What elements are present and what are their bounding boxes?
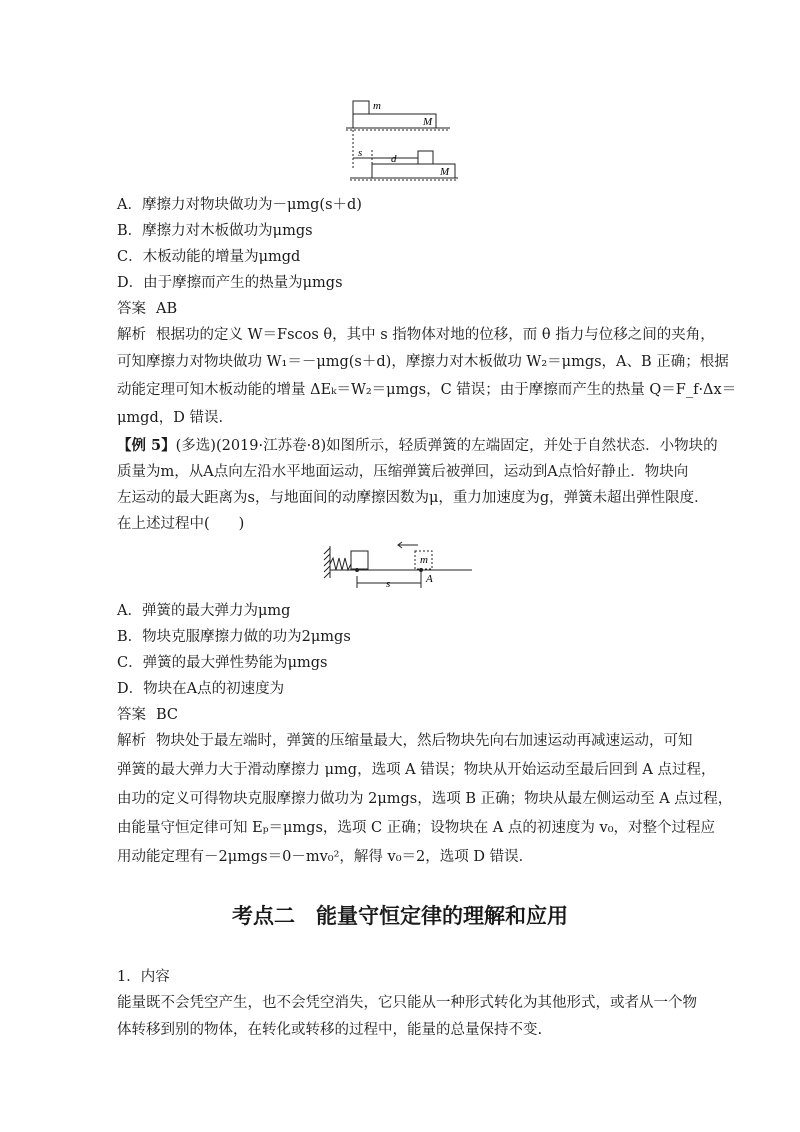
q1-option-b: B．摩擦力对木板做功为μmgs (117, 223, 313, 239)
q1-analysis-line-2: 可知摩擦力对物块做功 W₁＝－μmg(s＋d)，摩擦力对木板做功 W₂＝μmgs，A、B 正确；根据 (117, 354, 729, 370)
example5-line-4: 在上述过程中( ) (117, 516, 245, 532)
q1-answer: AB (156, 301, 178, 317)
label-s: s (386, 578, 391, 590)
q2-option-d: D．物块在A点的初速度为 (117, 681, 285, 697)
example5-line-2: 质量为m，从A点向左沿水平地面运动，压缩弹簧后被弹回，运动到A点恰好静止．物块向 (117, 464, 689, 480)
q2-analysis-line-2: 弹簧的最大弹力大于滑动摩擦力 μmg，选项 A 错误；物块从开始运动至最后回到 A 点过程， (117, 762, 716, 778)
point-a (419, 568, 423, 572)
label-m: m (420, 554, 428, 566)
q2-analysis-line-3: 由功的定义可得物块克服摩擦力做功为 2μmgs，选项 B 正确；物块从最左侧运动至 A 点过程， (117, 791, 733, 807)
analysis-key: 解析 (117, 327, 146, 343)
q2-answer-row (117, 705, 178, 725)
label-s: s (358, 147, 363, 159)
q1-analysis-line-3: 动能定理可知木板动能的增量 ΔEₖ＝W₂＝μmgs，C 错误；由于摩擦而产生的热量 Q＝F_f·Δx＝ (117, 382, 737, 398)
q1-analysis-line-1 (117, 325, 715, 345)
q2-option-c: C．弹簧的最大弹性势能为μmgs (117, 655, 328, 671)
answer-key: 答案 (117, 301, 146, 317)
answer-key: 答案 (117, 707, 146, 723)
example5-tag: 【例 5】 (117, 437, 176, 454)
section-body-line-2: 体转移到别的物体，在转化或转移的过程中，能量的总量保持不变. (117, 1022, 543, 1038)
wall-hatch (324, 548, 330, 578)
label-a: A (426, 573, 433, 585)
example5-line-3: 左运动的最大距离为s，与地面间的动摩擦因数为μ，重力加速度为g，弹簧未超出弹性限度． (117, 490, 709, 506)
example5-line-1 (117, 436, 718, 456)
label-m-top: m (373, 100, 381, 112)
q2-analysis-line-4: 由能量守恒定律可知 Eₚ＝μmgs，选项 C 正确；设物块在 A 点的初速度为 v₀，对整个过程应 (117, 820, 716, 836)
q1-option-d: D．由于摩擦而产生的热量为μmgs (117, 275, 343, 291)
section-body-line-1: 能量既不会凭空产生，也不会凭空消失，它只能从一种形式转化为其他形式，或者从一个物 (117, 995, 697, 1011)
figure-block-on-board (340, 92, 470, 188)
label-d: d (391, 153, 397, 165)
q1-answer-row (117, 299, 177, 319)
label-M-bottom: M (440, 166, 450, 178)
section-heading: 考点二 能量守恒定律的理解和应用 (232, 904, 568, 928)
q1-option-c: C．木板动能的增量为μmgd (117, 249, 301, 265)
analysis-text: 物块处于最左端时，弹簧的压缩量最大，然后物块先向右加速运动再减速运动，可知 (156, 733, 693, 749)
q2-analysis-line-5: 用动能定理有－2μmgs＝0－mv₀²，解得 v₀＝2，选项 D 错误． (117, 849, 534, 865)
block-left (351, 551, 368, 569)
analysis-key: 解析 (117, 733, 146, 749)
small-block-top (353, 101, 369, 114)
analysis-text: 根据功的定义 W＝Fscos θ，其中 s 指物体对地的位移，而 θ 指力与位移之间的夹角， (156, 327, 715, 343)
q2-option-a: A．弹簧的最大弹力为μmg (117, 603, 291, 619)
q2-answer: BC (156, 707, 179, 723)
spring (330, 558, 351, 570)
q2-option-b: B．物块克服摩擦力做的功为2μmgs (117, 629, 351, 645)
figure-spring-block (320, 538, 480, 596)
point-origin (355, 568, 359, 572)
label-M-top: M (423, 116, 433, 128)
small-block-bottom (418, 151, 433, 164)
example5-text: (多选)(2019·江苏卷·8)如图所示，轻质弹簧的左端固定，并处于自然状态．小物块的 (175, 438, 718, 454)
section-subheading: 1．内容 (117, 969, 170, 985)
q1-analysis-line-4: μmgd，D 错误． (117, 410, 233, 426)
q1-option-a: A．摩擦力对物块做功为－μmg(s＋d) (117, 197, 362, 213)
q2-analysis-line-1 (117, 731, 693, 751)
